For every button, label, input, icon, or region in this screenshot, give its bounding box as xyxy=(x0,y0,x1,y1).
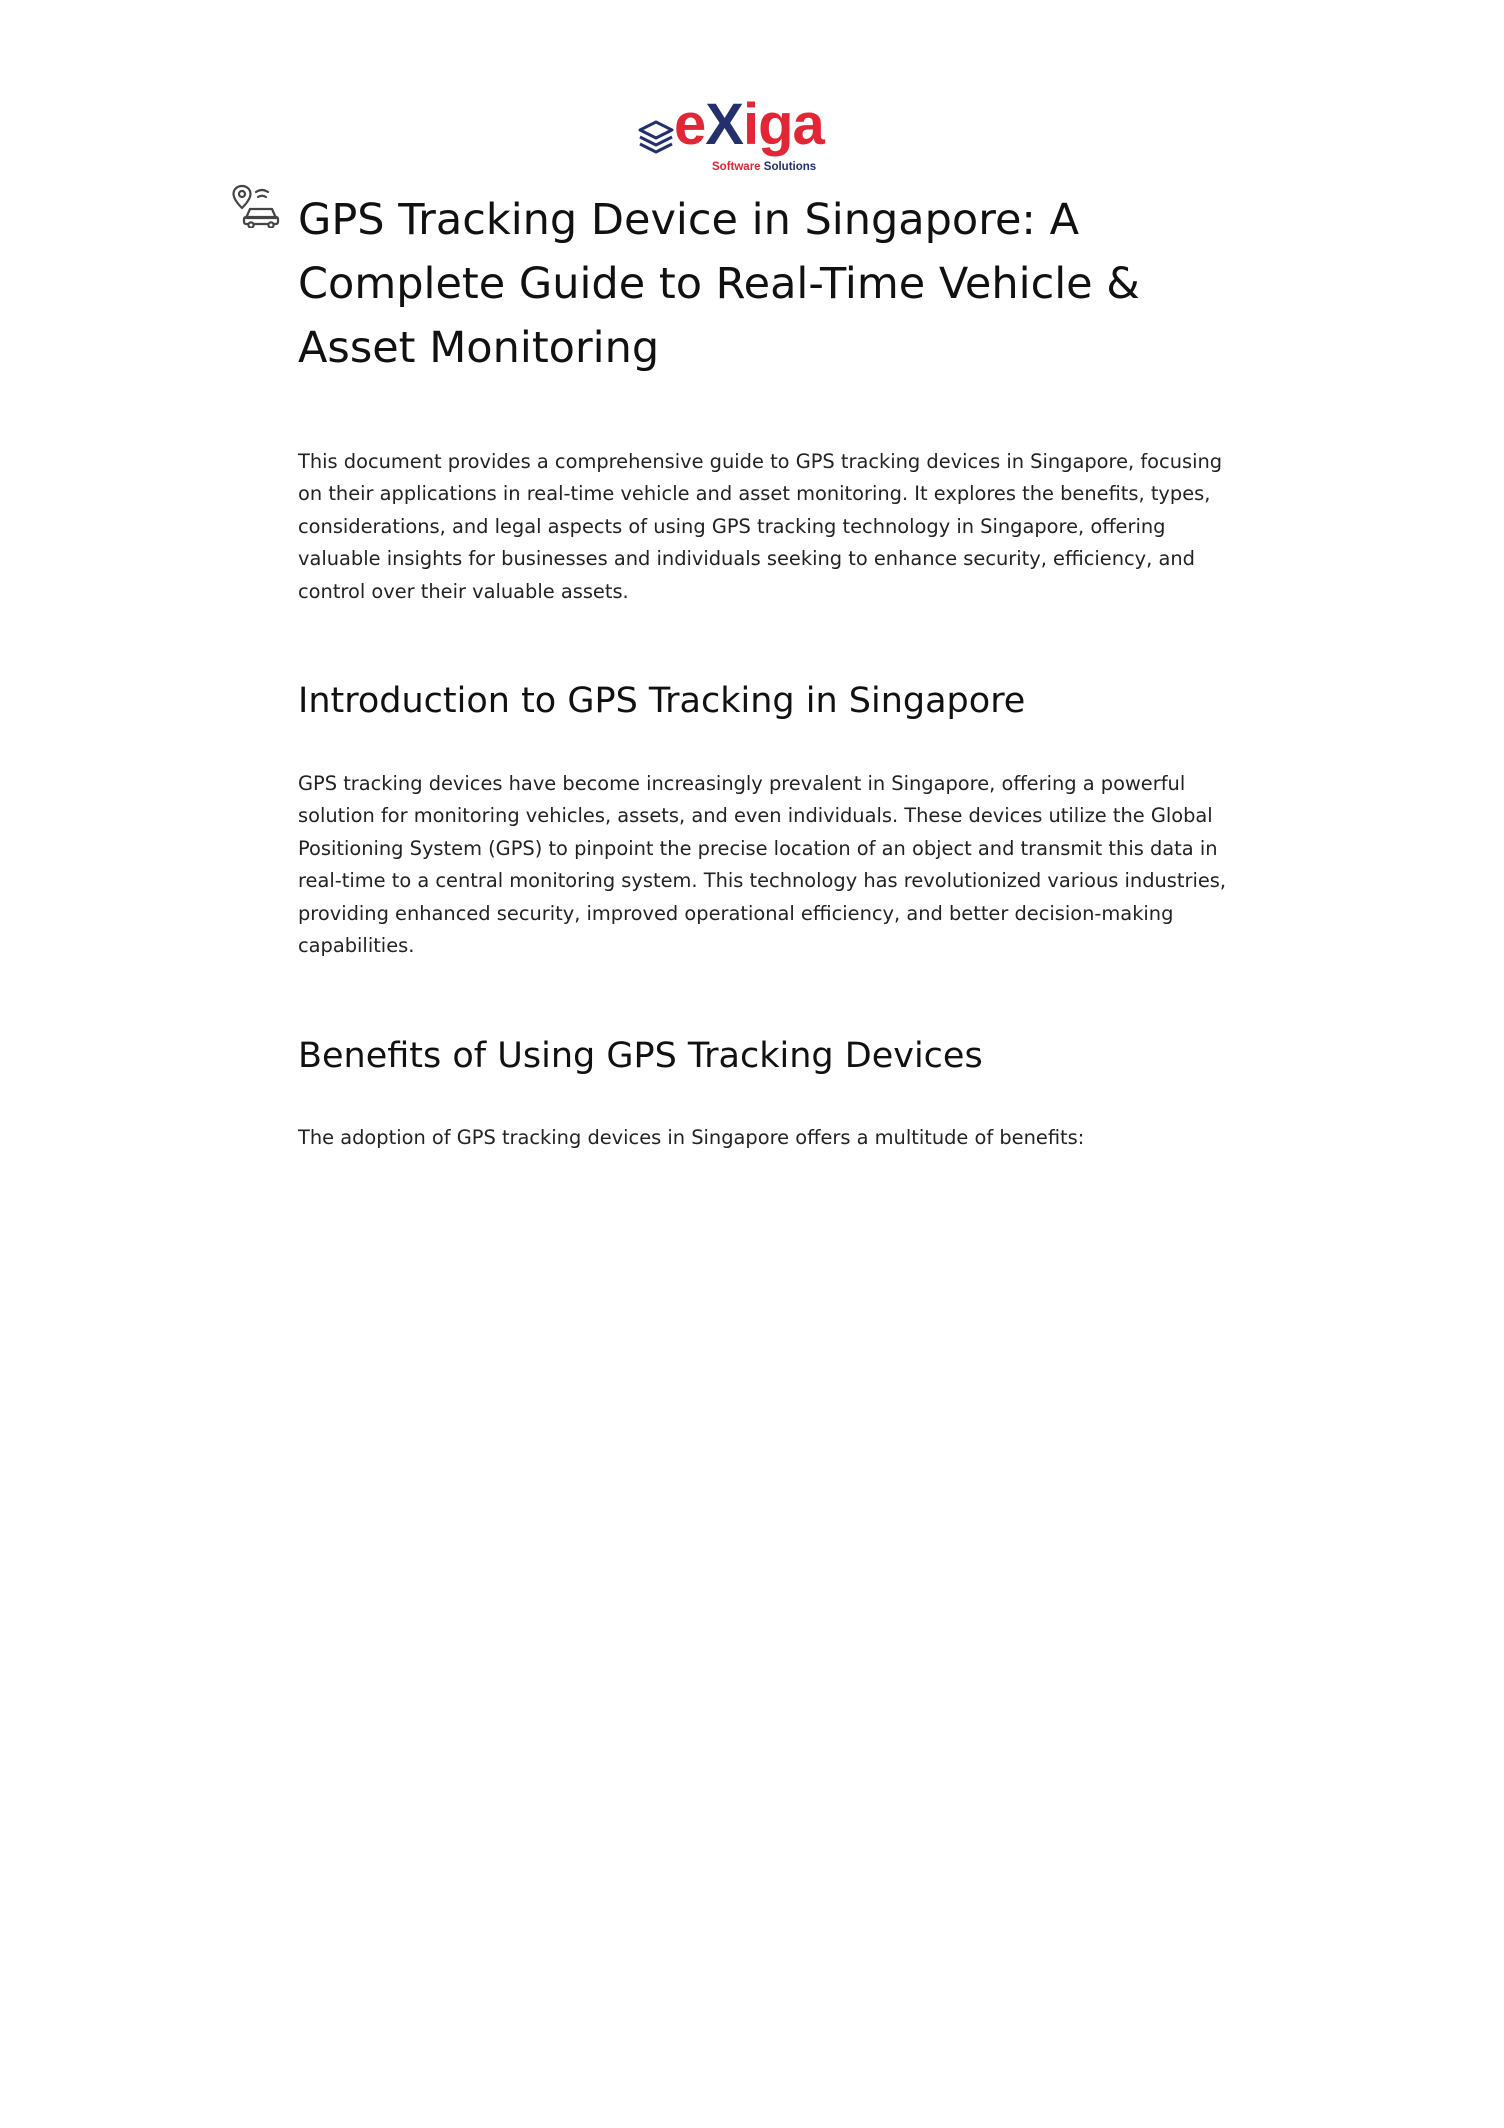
section-body-introduction: GPS tracking devices have become increasingly prevalent in Singapore, offering a powerful solution for monitoring vehicles, assets, and even individuals. These devices utilize the Global Positioning System (GPS) to pinpoint the precise location of an object and transmit this data in real-time to a central monitoring system. This technology has revolutionized various industries, providing enhanced security, improved operational efficiency, and better decision-making capabilities. xyxy=(298,772,1227,958)
stacked-layers-icon xyxy=(636,118,676,158)
section-heading-introduction: Introduction to GPS Tracking in Singapore xyxy=(298,681,1026,721)
logo-tag-part1: Software xyxy=(712,161,761,173)
logo-tag-part2: Solutions xyxy=(763,161,817,173)
logo-word-suffix: iga xyxy=(742,92,824,157)
intro-paragraph: This document provides a comprehensive guide to GPS tracking devices in Singapore, focusing on their applications in real-time vehicle and asset monitoring. It explores the benefits, types, considerations, and legal aspects of using GPS tracking technology in Singapore, offering valuable insights for businesses and individuals seeking to enhance security, efficiency, and control over their valuable assets. xyxy=(298,450,1223,603)
company-logo xyxy=(636,92,836,176)
logo-word-x: X xyxy=(705,92,743,157)
logo-wordmark xyxy=(674,92,824,157)
section-heading-benefits: Benefits of Using GPS Tracking Devices xyxy=(298,1036,983,1076)
document-title: GPS Tracking Device in Singapore: A Complete Guide to Real-Time Vehicle & Asset Monitoring xyxy=(298,195,1140,373)
section-body-benefits: The adoption of GPS tracking devices in Singapore offers a multitude of benefits: xyxy=(298,1126,1085,1149)
logo-word-prefix: e xyxy=(674,92,706,157)
gps-car-tracking-icon xyxy=(232,184,280,228)
logo-tagline xyxy=(712,162,816,174)
